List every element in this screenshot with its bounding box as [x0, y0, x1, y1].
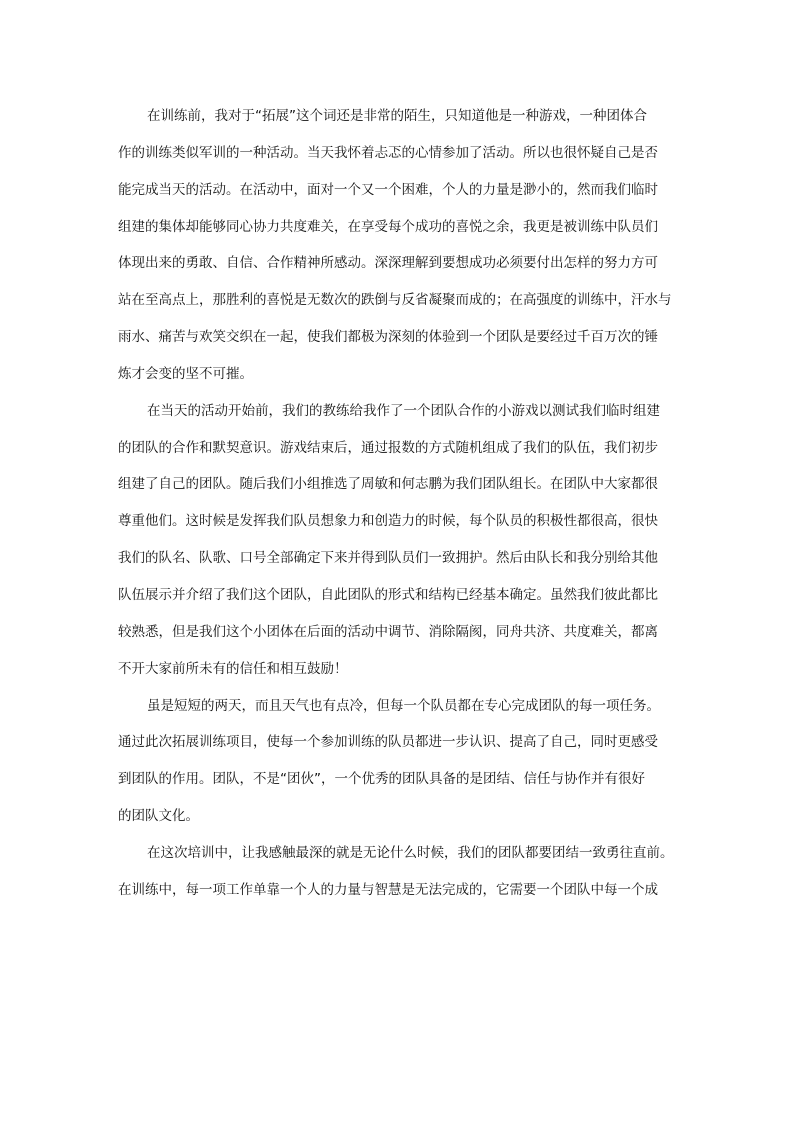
- paragraph-2-line-2: 的团队的合作和默契意识。游戏结束后，通过报数的方式随机组成了我们的队伍，我们初步: [118, 439, 658, 456]
- paragraph-3-line-1: 虽是短短的两天，而且天气也有点冷，但每一个队员都在专心完成团队的每一项任务。: [147, 697, 660, 714]
- paragraph-3-line-2: 通过此次拓展训练项目，使每一个参加训练的队员都进一步认识、提高了自己，同时更感受: [118, 734, 658, 751]
- paragraph-2-line-7: 较熟悉，但是我们这个小团体在后面的活动中调节、消除隔阂，同舟共济、共度难关，都离: [118, 623, 658, 640]
- paragraph-3-line-4: 的团队文化。: [118, 808, 199, 825]
- paragraph-1-line-7: 雨水、痛苦与欢笑交织在一起，使我们都极为深刻的体验到一个团队是要经过千百万次的锤: [118, 329, 658, 346]
- paragraph-3-line-3: 到团队的作用。团队，不是“团伙”，一个优秀的团队具备的是团结、信任与协作并有很好: [118, 771, 645, 788]
- paragraph-2-line-1: 在当天的活动开始前，我们的教练给我作了一个团队合作的小游戏以测试我们临时组建: [147, 402, 660, 419]
- paragraph-1-line-8: 炼才会变的坚不可摧。: [118, 365, 253, 382]
- paragraph-1-line-4: 组建的集体却能够同心协力共度难关，在享受每个成功的喜悦之余，我更是被训练中队员们: [118, 218, 658, 235]
- paragraph-1-line-5: 体现出来的勇敢、自信、合作精神所感动。深深理解到要想成功必须要付出怎样的努力方可: [118, 255, 658, 272]
- paragraph-2-line-8: 不开大家前所未有的信任和相互鼓励！: [118, 660, 348, 677]
- paragraph-4-line-2: 在训练中，每一项工作单靠一个人的力量与智慧是无法完成的，它需要一个团队中每一个成: [118, 881, 658, 898]
- document-body: [118, 104, 678, 915]
- paragraph-1-line-1: 在训练前，我对于“拓展”这个词还是非常的陌生，只知道他是一种游戏，一种团体合: [147, 108, 647, 124]
- paragraph-2-line-3: 组建了自己的团队。随后我们小组推选了周敏和何志鹏为我们团队组长。在团队中大家都很: [118, 476, 658, 493]
- paragraph-1-line-2: 作的训练类似军训的一种活动。当天我怀着忐忑的心情参加了活动。所以也很怀疑自己是否: [118, 144, 658, 161]
- paragraph-2-line-4: 尊重他们。这时候是发挥我们队员想象力和创造力的时候，每个队员的积极性都很高，很快: [118, 513, 658, 530]
- paragraph-4-line-1: 在这次培训中，让我感触最深的就是无论什么时候，我们的团队都要团结一致勇往直前。: [147, 844, 674, 861]
- paragraph-1-line-3: 能完成当天的活动。在活动中，面对一个又一个困难，个人的力量是渺小的，然而我们临时: [118, 181, 658, 198]
- paragraph-1-line-6: 站在至高点上，那胜利的喜悦是无数次的跌倒与反省凝聚而成的；在高强度的训练中，汗水与: [118, 292, 672, 309]
- paragraph-2-line-5: 我们的队名、队歌、口号全部确定下来并得到队员们一致拥护。然后由队长和我分别给其他: [118, 550, 658, 567]
- paragraph-2-line-6: 队伍展示并介绍了我们这个团队，自此团队的形式和结构已经基本确定。虽然我们彼此都比: [118, 586, 658, 603]
